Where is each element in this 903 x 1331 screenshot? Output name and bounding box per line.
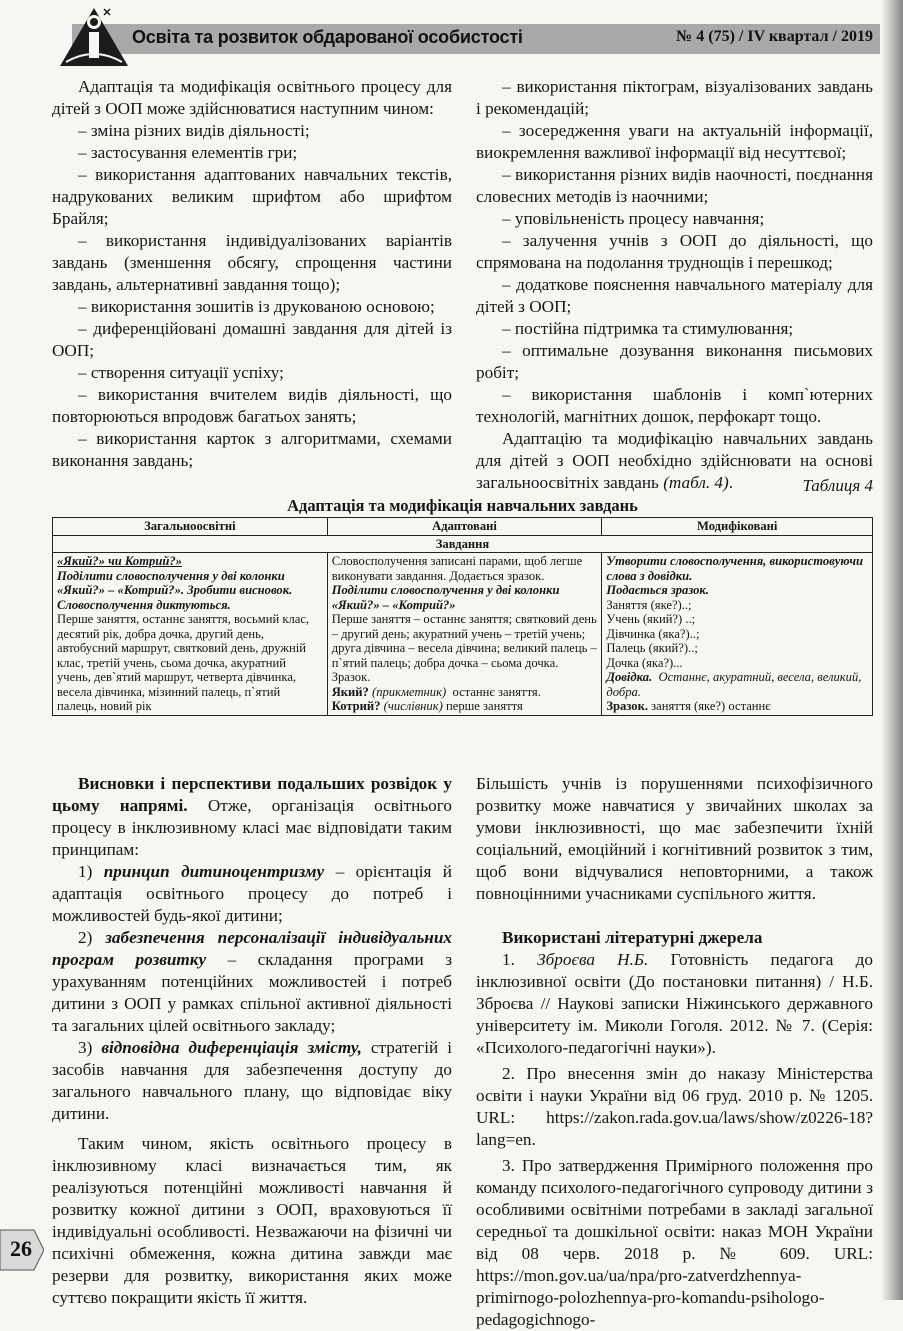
paragraph-text: – складання програми з урахуванням потенційних можливостей і потреб дитини з ООП у рамках спільної активної діяльності та загальних цілей освітнього закладу; xyxy=(52,950,452,1035)
cell-italic: (прикметник) xyxy=(372,684,447,699)
list-item: – використання індивідуалізованих варіантів завдань (зменшення обсягу, спрощення частини завдань, альтернативні завдання тощо); xyxy=(52,231,452,294)
cell-task: Поділити словосполучення у дві колонки «Який?» – «Котрий?» xyxy=(331,583,560,612)
list-item: – диференційовані домашні завдання для дітей із ООП; xyxy=(52,319,452,360)
list-item: – використання зошитів із друкованою основою; xyxy=(78,297,435,316)
cell-line: Дівчинка (яка?)..; xyxy=(606,626,700,641)
cell-text: заняття (яке?) останнє xyxy=(651,699,771,713)
list-item: – оптимальне дозування виконання письмових робіт; xyxy=(476,341,873,382)
list-item: – зміна різних видів діяльності; xyxy=(78,121,310,140)
paragraph xyxy=(52,773,452,861)
list-item: – використання карток з алгоритмами, схемами виконання завдань; xyxy=(52,429,452,470)
cell-line: Учень (який?) ..; xyxy=(606,612,696,626)
paragraph-end: . xyxy=(728,473,734,492)
references-heading: Використані літературні джерела xyxy=(502,928,763,947)
cell-bold: Довідка. xyxy=(606,670,653,684)
cell-line: Заняття (яке?)..; xyxy=(606,597,692,612)
paragraph-text: – орієнтація й адаптація освітнього процесу до потреб і можливостей будь-якої дитини; xyxy=(52,862,453,925)
text-column-left-top xyxy=(52,76,452,472)
list-item: – залучення учнів з ООП до діяльності, що спрямована на подолання труднощів і перешкод; xyxy=(476,231,873,272)
cell-body: Перше заняття, останнє заняття, восьмий клас, десятий рік, добра дочка, другий день, автобусний маршрут, святковий день, дружній клас, третій учень, сьома дочка, акуратний учень, дев`ятий маршрут, четверта дівчинка, весела дівчинка, мізинний палець, п`ятий палець, новий рік xyxy=(57,612,310,713)
list-item: – використання шаблонів і комп`ютерних технологій, магнітних дошок, перфокарт тощо. xyxy=(476,385,873,426)
item-number: 3) xyxy=(78,1038,102,1057)
principle-term: відповідна диференціація змісту, xyxy=(101,1038,362,1057)
cell-sample-line xyxy=(332,685,598,700)
section-heading: Висновки і перспективи подальших розвідок у цьому напрямі. xyxy=(52,774,452,815)
cell-sample: Зразок. xyxy=(331,670,371,684)
cell-sample-line xyxy=(332,699,598,714)
cell-bold: Який? xyxy=(331,684,369,699)
item-number: 2) xyxy=(78,928,106,947)
item-number: 1) xyxy=(78,862,104,881)
table-header-cell: Загальноосвітні xyxy=(53,518,328,536)
cell-intro: Словосполучення записані парами, щоб легше виконувати завдання. Додається зразок. xyxy=(331,554,583,583)
list-item: – створення ситуації успіху; xyxy=(78,363,284,382)
list-item: – використання вчителем видів діяльності, що повторюються впродовж багатьох занять; xyxy=(52,385,452,426)
cell-line: Дочка (яка?)... xyxy=(606,655,683,670)
list-item: – зосередження уваги на актуальній інформації, виокремлення важливої інформації від несуттєвої; xyxy=(476,121,873,162)
table-header-cell: Адаптовані xyxy=(327,518,602,536)
reference-item: 2. Про внесення змін до наказу Міністерства освіти і науки України від 06 груд. 2010 р. № 1205. URL: https://zakon.rada.gov.ua/laws/show/z0226-18?lang=en. xyxy=(476,1064,873,1149)
cell-italic: (числівник) xyxy=(383,699,443,713)
cell-bold: Котрий? xyxy=(331,699,381,713)
cell-task: Поділити словосполучення у дві колонки «Який?» – «Котрий?». Зробити висновок. Словосполучення диктуються. xyxy=(57,568,293,612)
cell-italic: Останнє, акуратний, весела, великий, добра. xyxy=(606,670,862,699)
principle-item xyxy=(52,927,452,1037)
paragraph: Таким чином, якість освітнього процесу в інклюзивному класі визначається тим, як реалізуються потенційні можливості навчання й розвитку кожної дитини з ООП, враховуються її індивідуальні особливості. Незважаючи на фізичні чи психічні обмеження, кожна дитина завжди має резерви для розвитку, використання яких може суттєво покращити якість її життя. xyxy=(52,1134,452,1307)
journal-logo-icon xyxy=(58,6,130,68)
reference-item: 3. Про затвердження Примірного положення про команду психолого-педагогічного супроводу дитини з особливими освітніми потребами в закладі загальної середньої та дошкільної освіти: наказ МОН України від 08 черв. 2018 р. № 609. URL: https://mon.gov.ua/ua/npa/pro-zatverdzhennya-primirnogo-polozhennya-pro-komandu-psihologo-pedagogichnogo- xyxy=(476,1156,873,1329)
list-item: – використання піктограм, візуалізованих завдань і рекомендацій; xyxy=(476,77,873,118)
table-row xyxy=(53,553,873,716)
table-reference: (табл. 4) xyxy=(663,473,729,492)
cell-bold: Зразок. xyxy=(606,699,649,713)
paragraph-text: Отже, організація освітнього процесу в інклюзивному класі має відповідати таким принципам: xyxy=(52,796,452,859)
reference-text: Готовність педагога до інклюзивної освіти (До постановки питання) / Н.Б. Зброєва // Наукові записки Ніжинського державного університету ім. Миколи Гоголя. 2012. № 7. (Серія: «Психолого-педагогічні науки»). xyxy=(476,950,873,1057)
table-section-cell: Завдання xyxy=(53,535,873,553)
journal-title: Освіта та розвиток обдарованої особистості xyxy=(132,27,523,47)
cell-text: перше заняття xyxy=(445,699,523,713)
table-cell-adapted xyxy=(327,553,602,716)
paragraph-text: стратегій і засобів навчання для забезпечення доступу до загального навчального плану, що відповідає віку дитини. xyxy=(52,1038,452,1123)
list-item: – додаткове пояснення навчального матеріалу для дітей з ООП; xyxy=(476,275,873,316)
cell-sample xyxy=(606,699,868,714)
paragraph-text: Адаптацію та модифікацію навчальних завдань для дітей з ООП необхідно здійснювати на основі загальноосвітніх завдань xyxy=(476,429,873,492)
table-title: Адаптація та модифікація навчальних завдань xyxy=(287,496,638,515)
cell-task: Утворити словосполучення, використовуючи слова з довідки. xyxy=(606,554,863,583)
cell-line: Палець (який?)..; xyxy=(606,641,698,655)
tasks-table xyxy=(52,517,873,716)
reference-author: Зброєва Н.Б. xyxy=(537,950,649,969)
cell-text: останнє заняття. xyxy=(452,684,541,699)
paragraph: Більшість учнів із порушеннями психофізичного розвитку може навчатися у звичайних школах за умови інклюзивності, що має забезпечити їхній соціальний, емоційний і когнітивний розвиток з тим, щоб вони відчувалися неповторними, а також повноцінними учасниками суспільного життя. xyxy=(476,774,873,903)
paragraph: Адаптація та модифікація освітнього процесу для дітей з ООП може здійснюватися наступним чином: xyxy=(52,77,452,118)
page-edge-shadow xyxy=(881,0,903,1300)
reference-item: 1. Зброєва Н.Б. Готовність педагога до інклюзивної освіти (До постановки питання) / Н.Б. Зброєва // Наукові записки Ніжинського державного університету ім. Миколи Гоголя. 2012. № 7. (Серія: «Психолого-педагогічні науки»). xyxy=(476,950,873,1057)
text-column-left-bottom xyxy=(52,773,452,1309)
table-cell-modified xyxy=(602,553,873,716)
cell-body: Перше заняття – останнє заняття; святковий день – другий день; акуратний учень – третій учень; друга дівчина – весела дівчина; великий палець – п`ятий палець; добра дочка – сьома дочка. xyxy=(331,612,597,670)
table-caption: Таблиця 4 xyxy=(802,476,873,495)
list-item: – застосування елементів гри; xyxy=(78,143,298,162)
issue-info: № 4 (75) / IV квартал / 2019 xyxy=(676,28,873,45)
cell-question: «Який?» чи Котрий?» xyxy=(57,554,182,568)
list-item: – уповільненість процесу навчання; xyxy=(502,209,765,228)
principle-item xyxy=(52,861,452,927)
text-column-right-top xyxy=(476,76,873,494)
text-column-right-bottom xyxy=(476,773,873,1331)
page-number: 26 xyxy=(10,1236,32,1261)
table-header-row xyxy=(53,518,873,536)
table-header-cell: Модифіковані xyxy=(602,518,873,536)
table-cell-general xyxy=(53,553,328,716)
list-item: – використання адаптованих навчальних текстів, надрукованих великим шрифтом або шрифтом Брайля; xyxy=(52,165,452,228)
principle-term: принцип дитиноцентризму xyxy=(103,862,325,881)
cell-hint xyxy=(606,670,868,699)
list-item: – використання різних видів наочності, поєднання словесних методів із наочними; xyxy=(476,165,873,206)
table-section-row xyxy=(53,535,873,553)
principle-term: забезпечення персоналізації індивідуальних програм розвитку xyxy=(52,928,452,969)
list-item: – постійна підтримка та стимулювання; xyxy=(502,319,794,338)
cell-sample-given: Подається зразок. xyxy=(606,583,709,597)
principle-item xyxy=(52,1037,452,1125)
